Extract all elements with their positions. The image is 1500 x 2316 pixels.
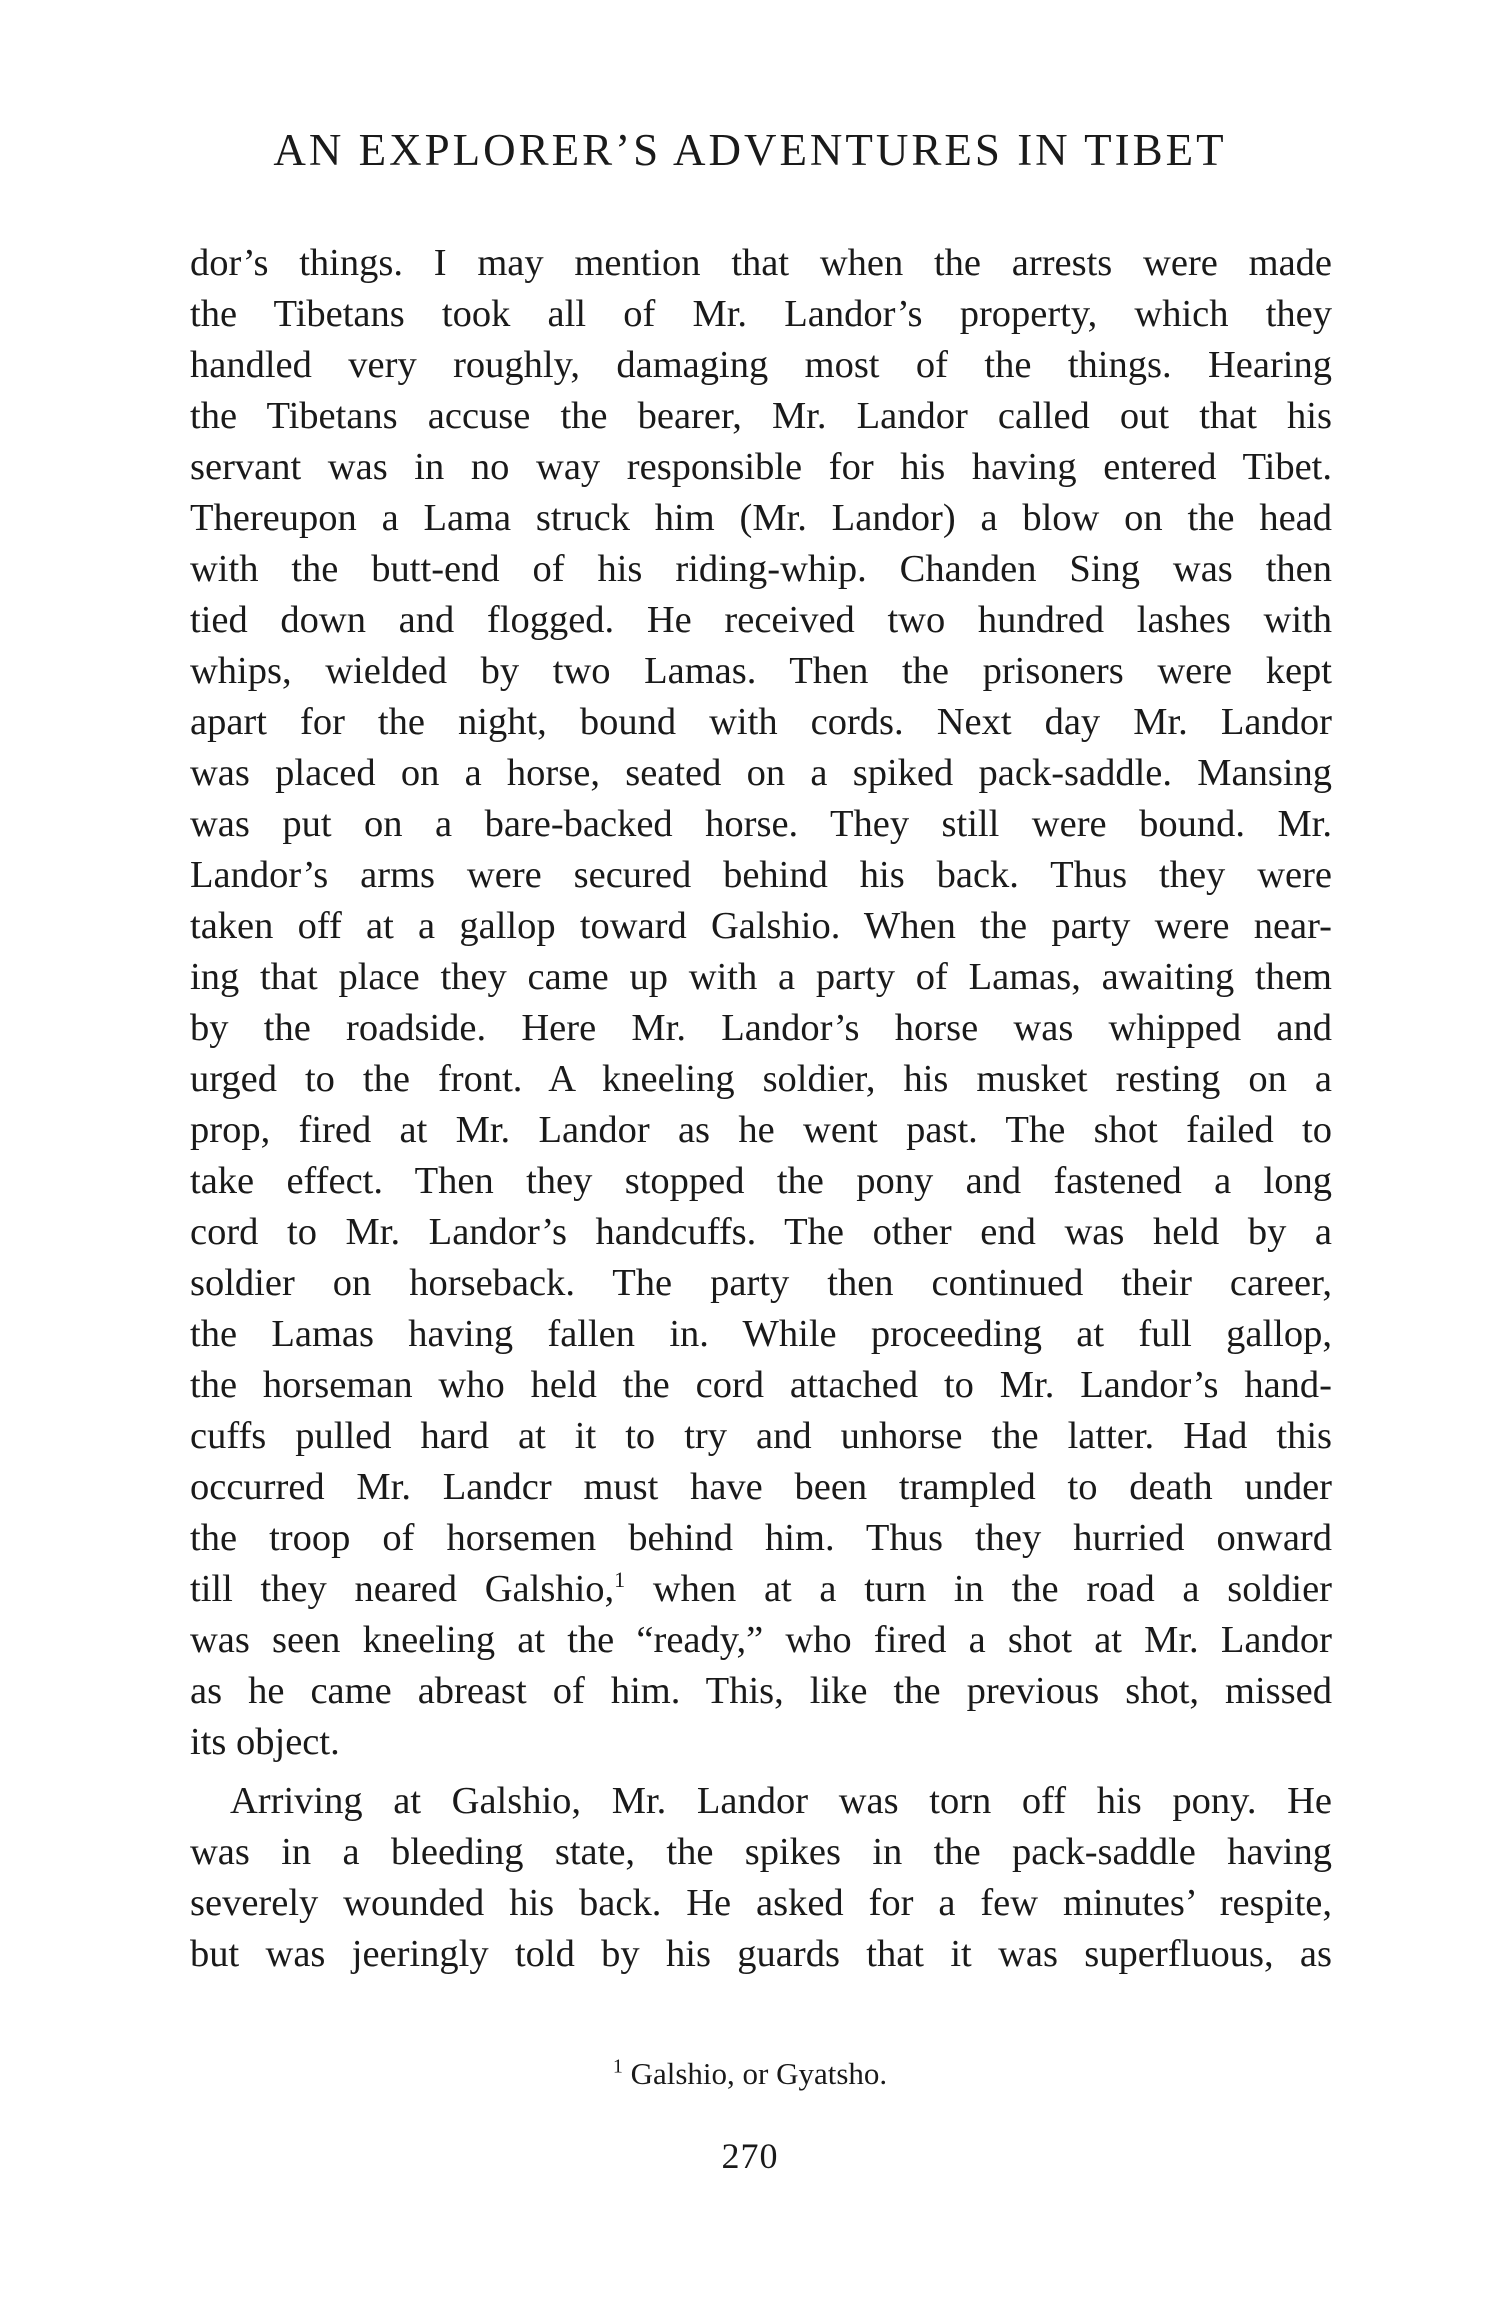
footnote-reference: 1	[614, 1567, 626, 1593]
text-line: cord to Mr. Landor’s handcuffs. The other end was held by a	[190, 1211, 1332, 1253]
text-line: servant was in no way responsible for his having entered Tibet.	[190, 446, 1332, 488]
text-line: was in a bleeding state, the spikes in the pack-saddle having	[190, 1831, 1332, 1873]
text-line: severely wounded his back. He asked for a few minutes’ respite,	[190, 1882, 1332, 1924]
text-line: Landor’s arms were secured behind his back. Thus they were	[190, 854, 1332, 896]
text-line: ing that place they came up with a party of Lamas, awaiting them	[190, 956, 1332, 998]
text-line: by the roadside. Here Mr. Landor’s horse was whipped and	[190, 1007, 1332, 1049]
text-line: the horseman who held the cord attached to Mr. Landor’s hand-	[190, 1364, 1332, 1406]
text-line: Thereupon a Lama struck him (Mr. Landor) a blow on the head	[190, 497, 1332, 539]
footnote-marker: 1	[612, 2055, 623, 2078]
text-line: soldier on horseback. The party then continued their career,	[190, 1262, 1332, 1304]
text-line: handled very roughly, damaging most of the things. Hearing	[190, 344, 1332, 386]
text-line: the Lamas having fallen in. While proceeding at full gallop,	[190, 1313, 1332, 1355]
text-line: prop, fired at Mr. Landor as he went past. The shot failed to	[190, 1109, 1332, 1151]
text-line: but was jeeringly told by his guards that it was superfluous, as	[190, 1933, 1332, 1975]
footnote-text: Galshio, or Gyatsho.	[630, 2056, 888, 2091]
text-line: was placed on a horse, seated on a spiked pack-saddle. Mansing	[190, 752, 1332, 794]
page-number: 270	[721, 2136, 779, 2176]
text-line: whips, wielded by two Lamas. Then the prisoners were kept	[190, 650, 1332, 692]
text-line: with the butt-end of his riding-whip. Chanden Sing was then	[190, 548, 1332, 590]
text-line: was seen kneeling at the “ready,” who fired a shot at Mr. Landor	[190, 1619, 1332, 1661]
footnote	[0, 2055, 1500, 2091]
body-text	[190, 238, 1332, 1980]
running-head: AN EXPLORER’S ADVENTURES IN TIBET	[273, 125, 1227, 175]
text-segment: till they neared Galshio,	[190, 1568, 615, 1610]
text-line: its object.	[190, 1721, 340, 1763]
text-line: urged to the front. A kneeling soldier, his musket resting on a	[190, 1058, 1332, 1100]
paragraph-2	[190, 1776, 1332, 1980]
text-line: tied down and flogged. He received two hundred lashes with	[190, 599, 1332, 641]
paragraph-spacer	[190, 1768, 1332, 1776]
text-line: the Tibetans accuse the bearer, Mr. Landor called out that his	[190, 395, 1332, 437]
text-line: dor’s things. I may mention that when the arrests were made	[190, 242, 1332, 284]
text-line-with-footnote-ref	[190, 1564, 1332, 1615]
text-line: apart for the night, bound with cords. Next day Mr. Landor	[190, 701, 1332, 743]
text-line: cuffs pulled hard at it to try and unhorse the latter. Had this	[190, 1415, 1332, 1457]
paragraph-1	[190, 238, 1332, 1768]
text-line: was put on a bare-backed horse. They still were bound. Mr.	[190, 803, 1332, 845]
text-line: occurred Mr. Landcr must have been trampled to death under	[190, 1466, 1332, 1508]
text-line: the troop of horsemen behind him. Thus they hurried onward	[190, 1517, 1332, 1559]
text-line: as he came abreast of him. This, like the previous shot, missed	[190, 1670, 1332, 1712]
text-line: taken off at a gallop toward Galshio. When the party were near-	[190, 905, 1332, 947]
text-line: take effect. Then they stopped the pony and fastened a long	[190, 1160, 1332, 1202]
text-line: the Tibetans took all of Mr. Landor’s property, which they	[190, 293, 1332, 335]
text-segment: when at a turn in the road a soldier	[625, 1568, 1332, 1610]
text-line: Arriving at Galshio, Mr. Landor was torn off his pony. He	[230, 1780, 1332, 1822]
